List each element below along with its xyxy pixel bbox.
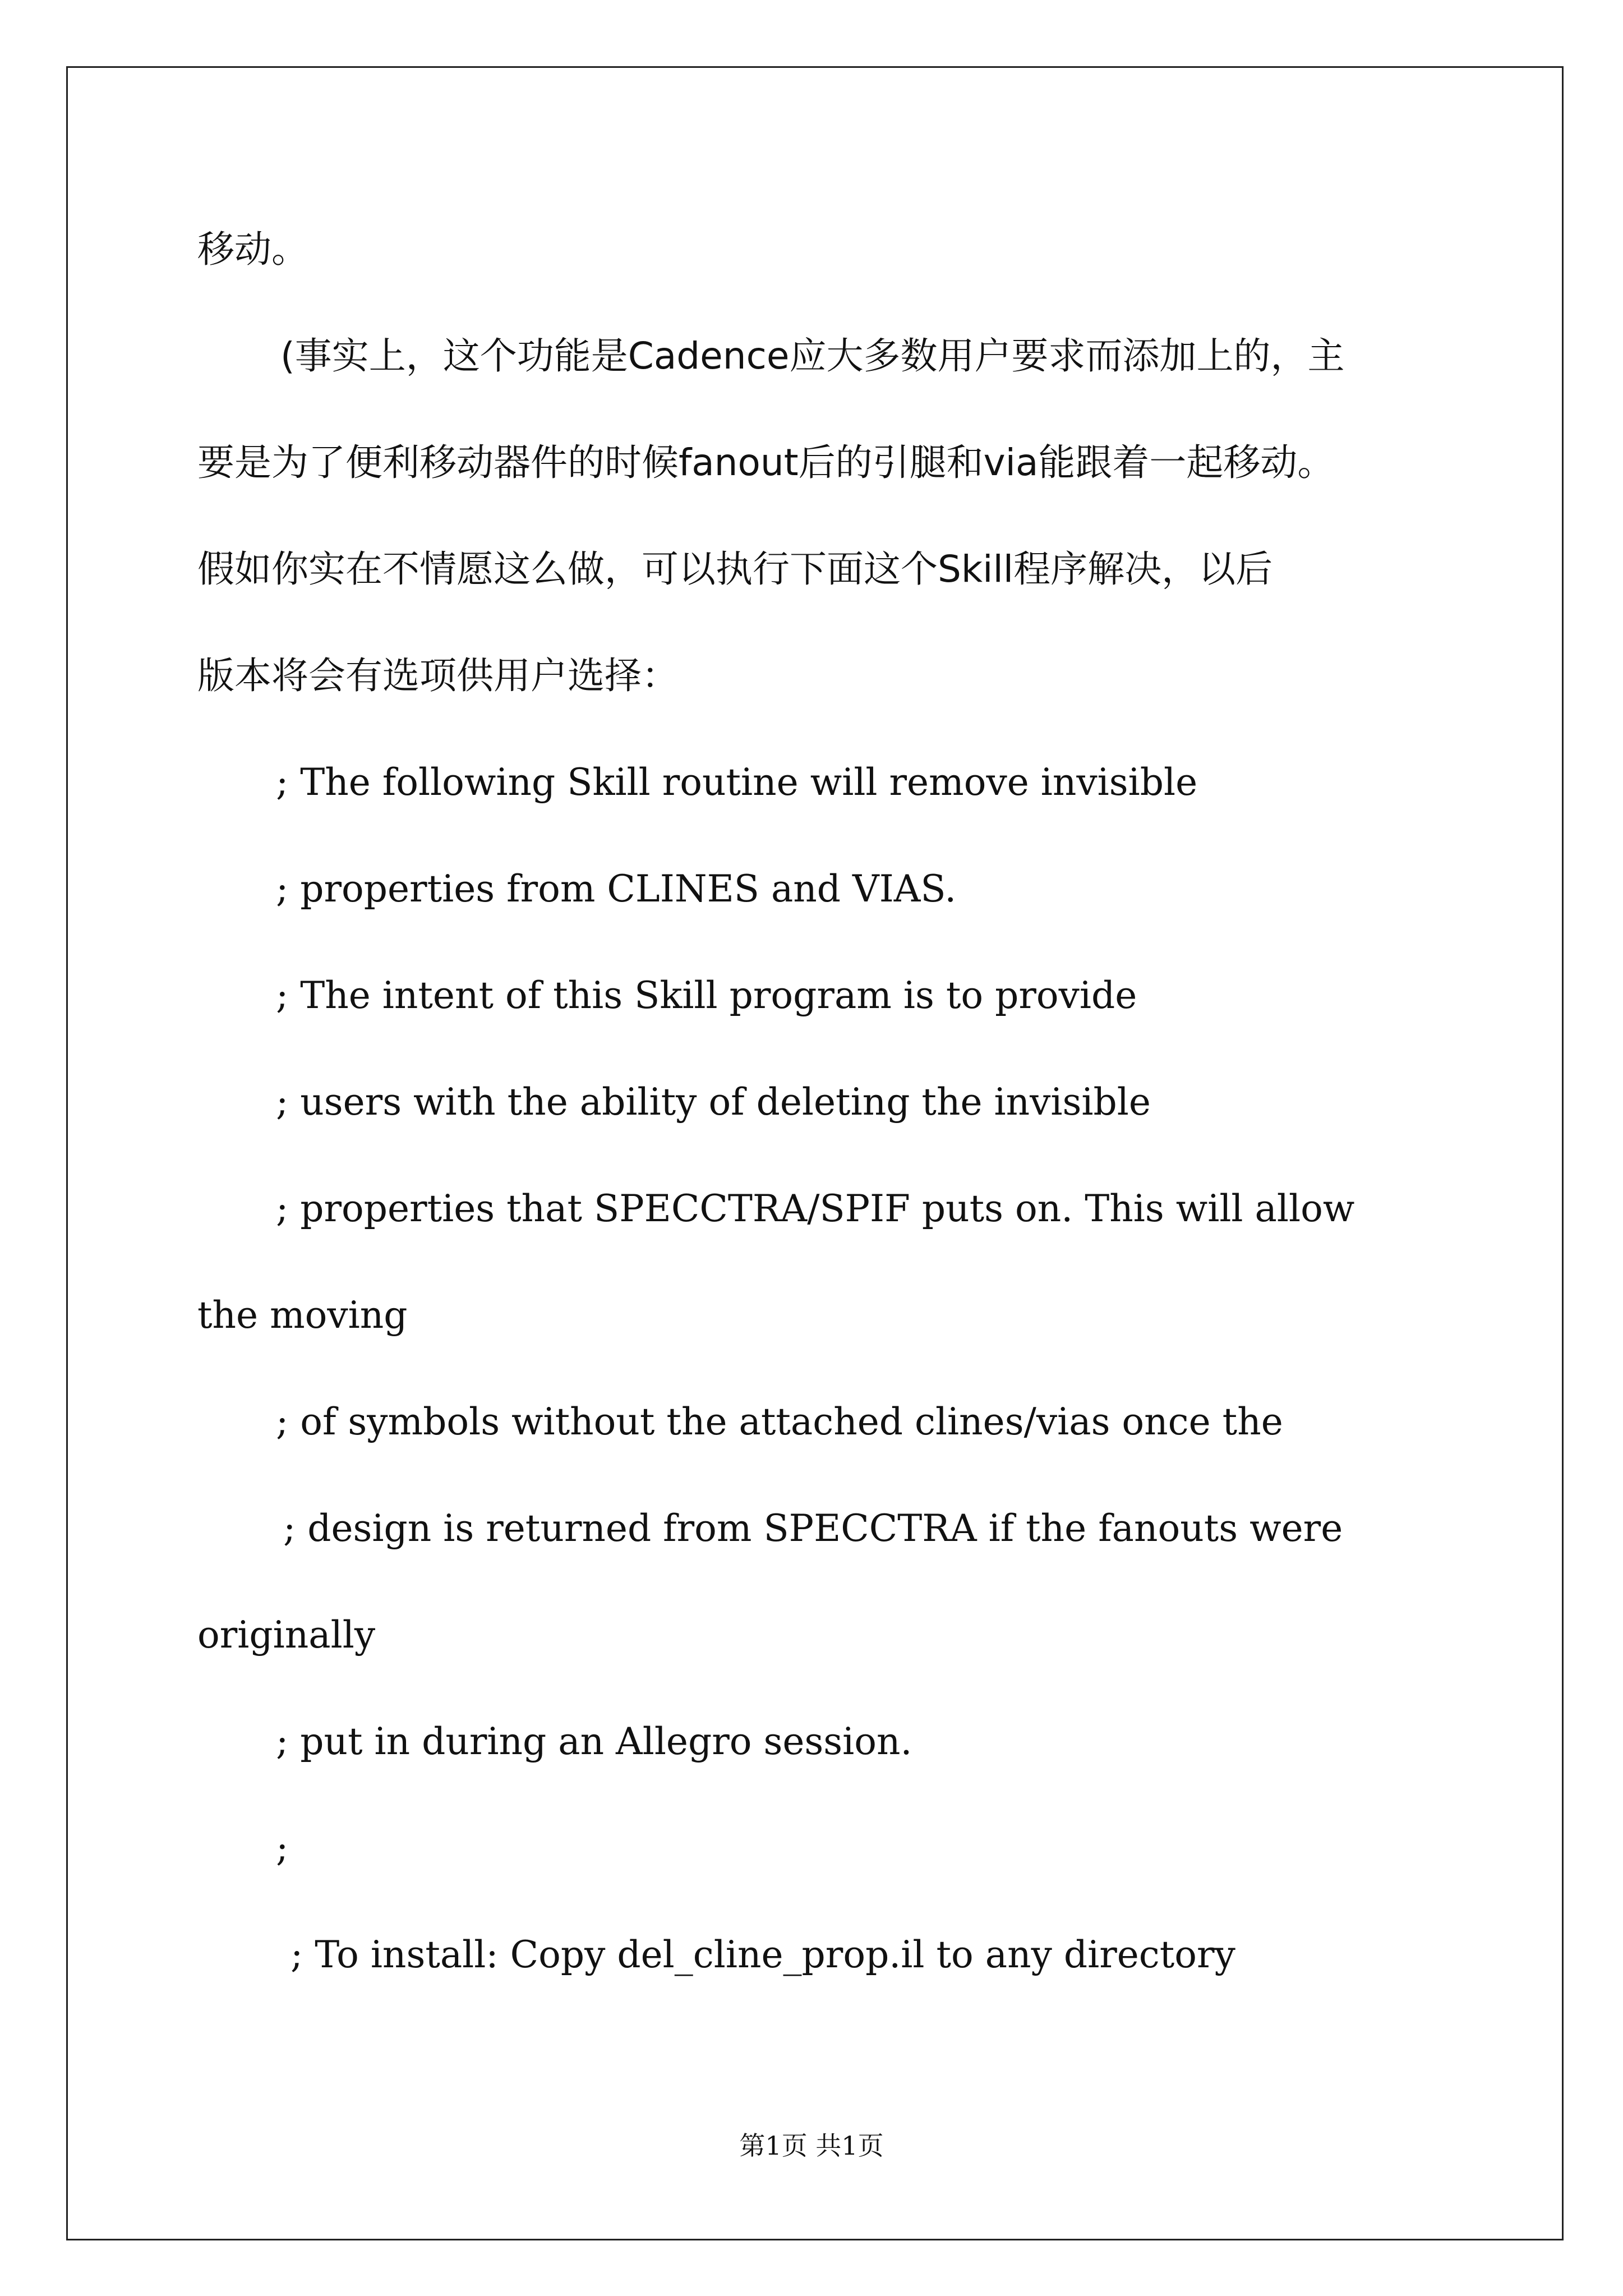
code-comment-line: ; design is returned from SPECCTRA if the fanouts were [283, 1507, 1343, 1550]
code-comment-line: the moving [197, 1294, 408, 1337]
page-border [66, 66, 1564, 2240]
text-line: 移动。 [197, 228, 308, 271]
code-comment-line: ; put in during an Allegro session. [276, 1720, 912, 1763]
text-line: 要是为了便利移动器件的时候fanout后的引腿和via能跟着一起移动。 [197, 441, 1335, 484]
code-comment-line: ; The intent of this Skill program is to provide [276, 974, 1137, 1017]
code-comment-line: ; To install: Copy del_cline_prop.il to any directory [291, 1933, 1235, 1976]
code-comment-line: ; [276, 1826, 289, 1870]
code-comment-line: ; The following Skill routine will remove invisible [276, 761, 1198, 804]
code-comment-line: ; properties that SPECCTRA/SPIF puts on. This will allow [276, 1187, 1355, 1230]
text-line: (事实上，这个功能是Cadence应大多数用户要求而添加上的，主 [280, 334, 1345, 378]
code-comment-line: ; of symbols without the attached clines/vias once the [276, 1400, 1283, 1443]
text-line: 假如你实在不情愿这么做，可以执行下面这个Skill程序解决，以后 [197, 547, 1273, 591]
page-footer: 第1页 共1页 [739, 2131, 884, 2161]
code-comment-line: originally [197, 1613, 376, 1657]
code-comment-line: ; users with the ability of deleting the invisible [276, 1080, 1151, 1124]
text-line: 版本将会有选项供用户选择： [197, 654, 679, 697]
code-comment-line: ; properties from CLINES and VIAS. [276, 867, 957, 910]
